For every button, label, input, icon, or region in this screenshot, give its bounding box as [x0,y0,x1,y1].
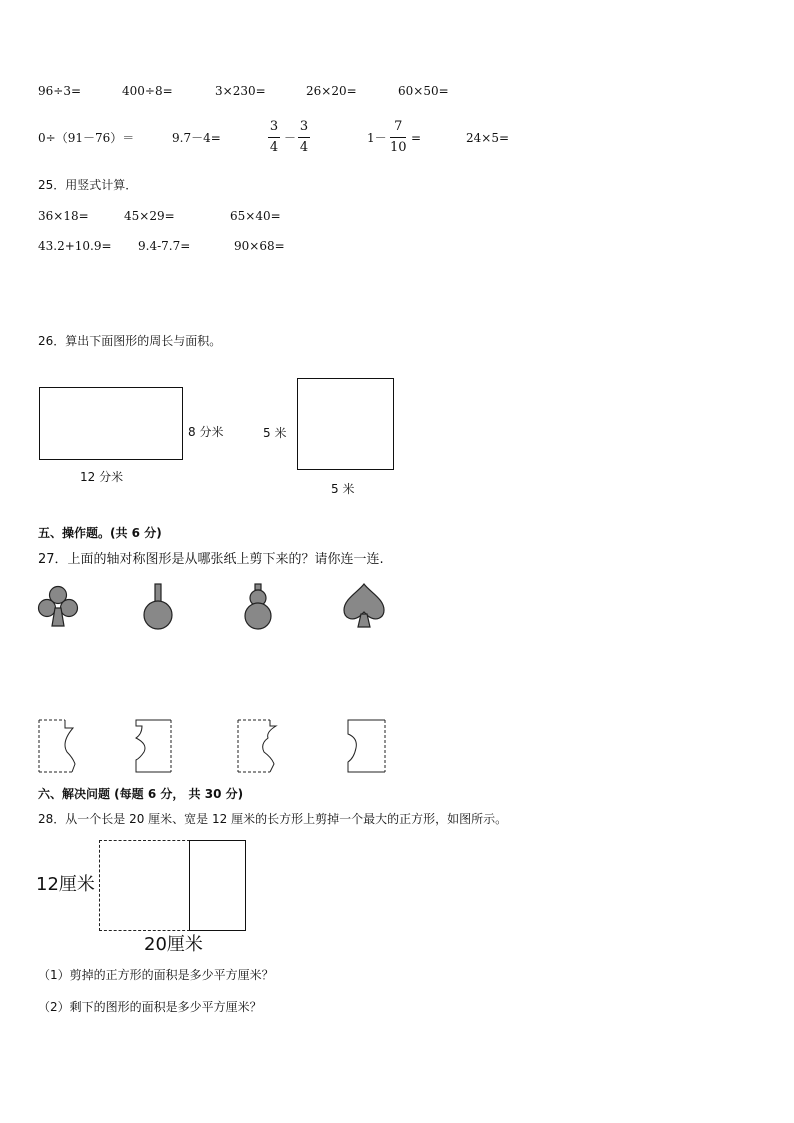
q26-title: 26．算出下面图形的周长与面积。 [38,334,222,348]
square-figure [297,378,394,470]
one-minus: 1－ [367,131,387,145]
q25-item-4: 43.2+10.9= [38,239,112,253]
fraction-a: 3 4 [269,119,279,155]
minus-sign: － [284,131,297,145]
remaining-rectangle [189,840,246,931]
calc-5: 60×50= [398,84,449,98]
rect-bottom-label: 12 分米 [80,470,124,484]
q25-item-2: 45×29= [124,209,175,223]
fraction-c: 7 10 [390,119,407,155]
equals-c: = [411,131,422,145]
spade-icon [340,582,388,632]
section-5-heading: 五、操作题。(共 6 分) [38,526,162,540]
cut-square [99,840,190,931]
q25-item-5: 9.4-7.7= [138,239,191,253]
q25-title: 25．用竖式计算． [38,178,138,192]
calc-1: 96÷3= [38,84,82,98]
q28-bottom-label: 20厘米 [144,934,203,955]
calc-3: 3×230= [215,84,266,98]
calc-7: 9.7－4= [172,131,221,145]
square-side-label: 5 米 [263,426,287,440]
flask-icon [140,583,176,631]
rect-side-label: 8 分米 [188,425,224,439]
fraction-b: 3 4 [299,119,309,155]
paper-d-icon [344,718,388,774]
paper-a-icon [37,718,79,774]
q25-item-3: 65×40= [230,209,281,223]
club-icon [35,584,81,632]
q27-title: 27．上面的轴对称图形是从哪张纸上剪下来的？请你连一连. [38,552,384,567]
paper-c-icon [236,718,280,774]
rectangle-figure [39,387,183,460]
q25-item-1: 36×18= [38,209,89,223]
q28-sub-question-2: （2）剩下的图形的面积是多少平方厘米？ [38,1000,262,1014]
square-bottom-label: 5 米 [331,482,355,496]
q28-title: 28．从一个长是 20 厘米、宽是 12 厘米的长方形上剪掉一个最大的正方形，如图所示。 [38,812,508,826]
q25-item-6: 90×68= [234,239,285,253]
section-6-heading: 六、解决问题 (每题 6 分， 共 30 分) [38,787,244,801]
q28-sub-question-1: （1）剪掉的正方形的面积是多少平方厘米？ [38,968,274,982]
calc-4: 26×20= [306,84,357,98]
calc-8: 24×5= [466,131,510,145]
paper-b-icon [132,718,174,774]
gourd-icon [242,583,274,631]
q28-left-label: 12厘米 [36,874,95,895]
calc-2: 400÷8= [122,84,173,98]
calc-6: 0÷（91－76）＝ [38,131,135,145]
